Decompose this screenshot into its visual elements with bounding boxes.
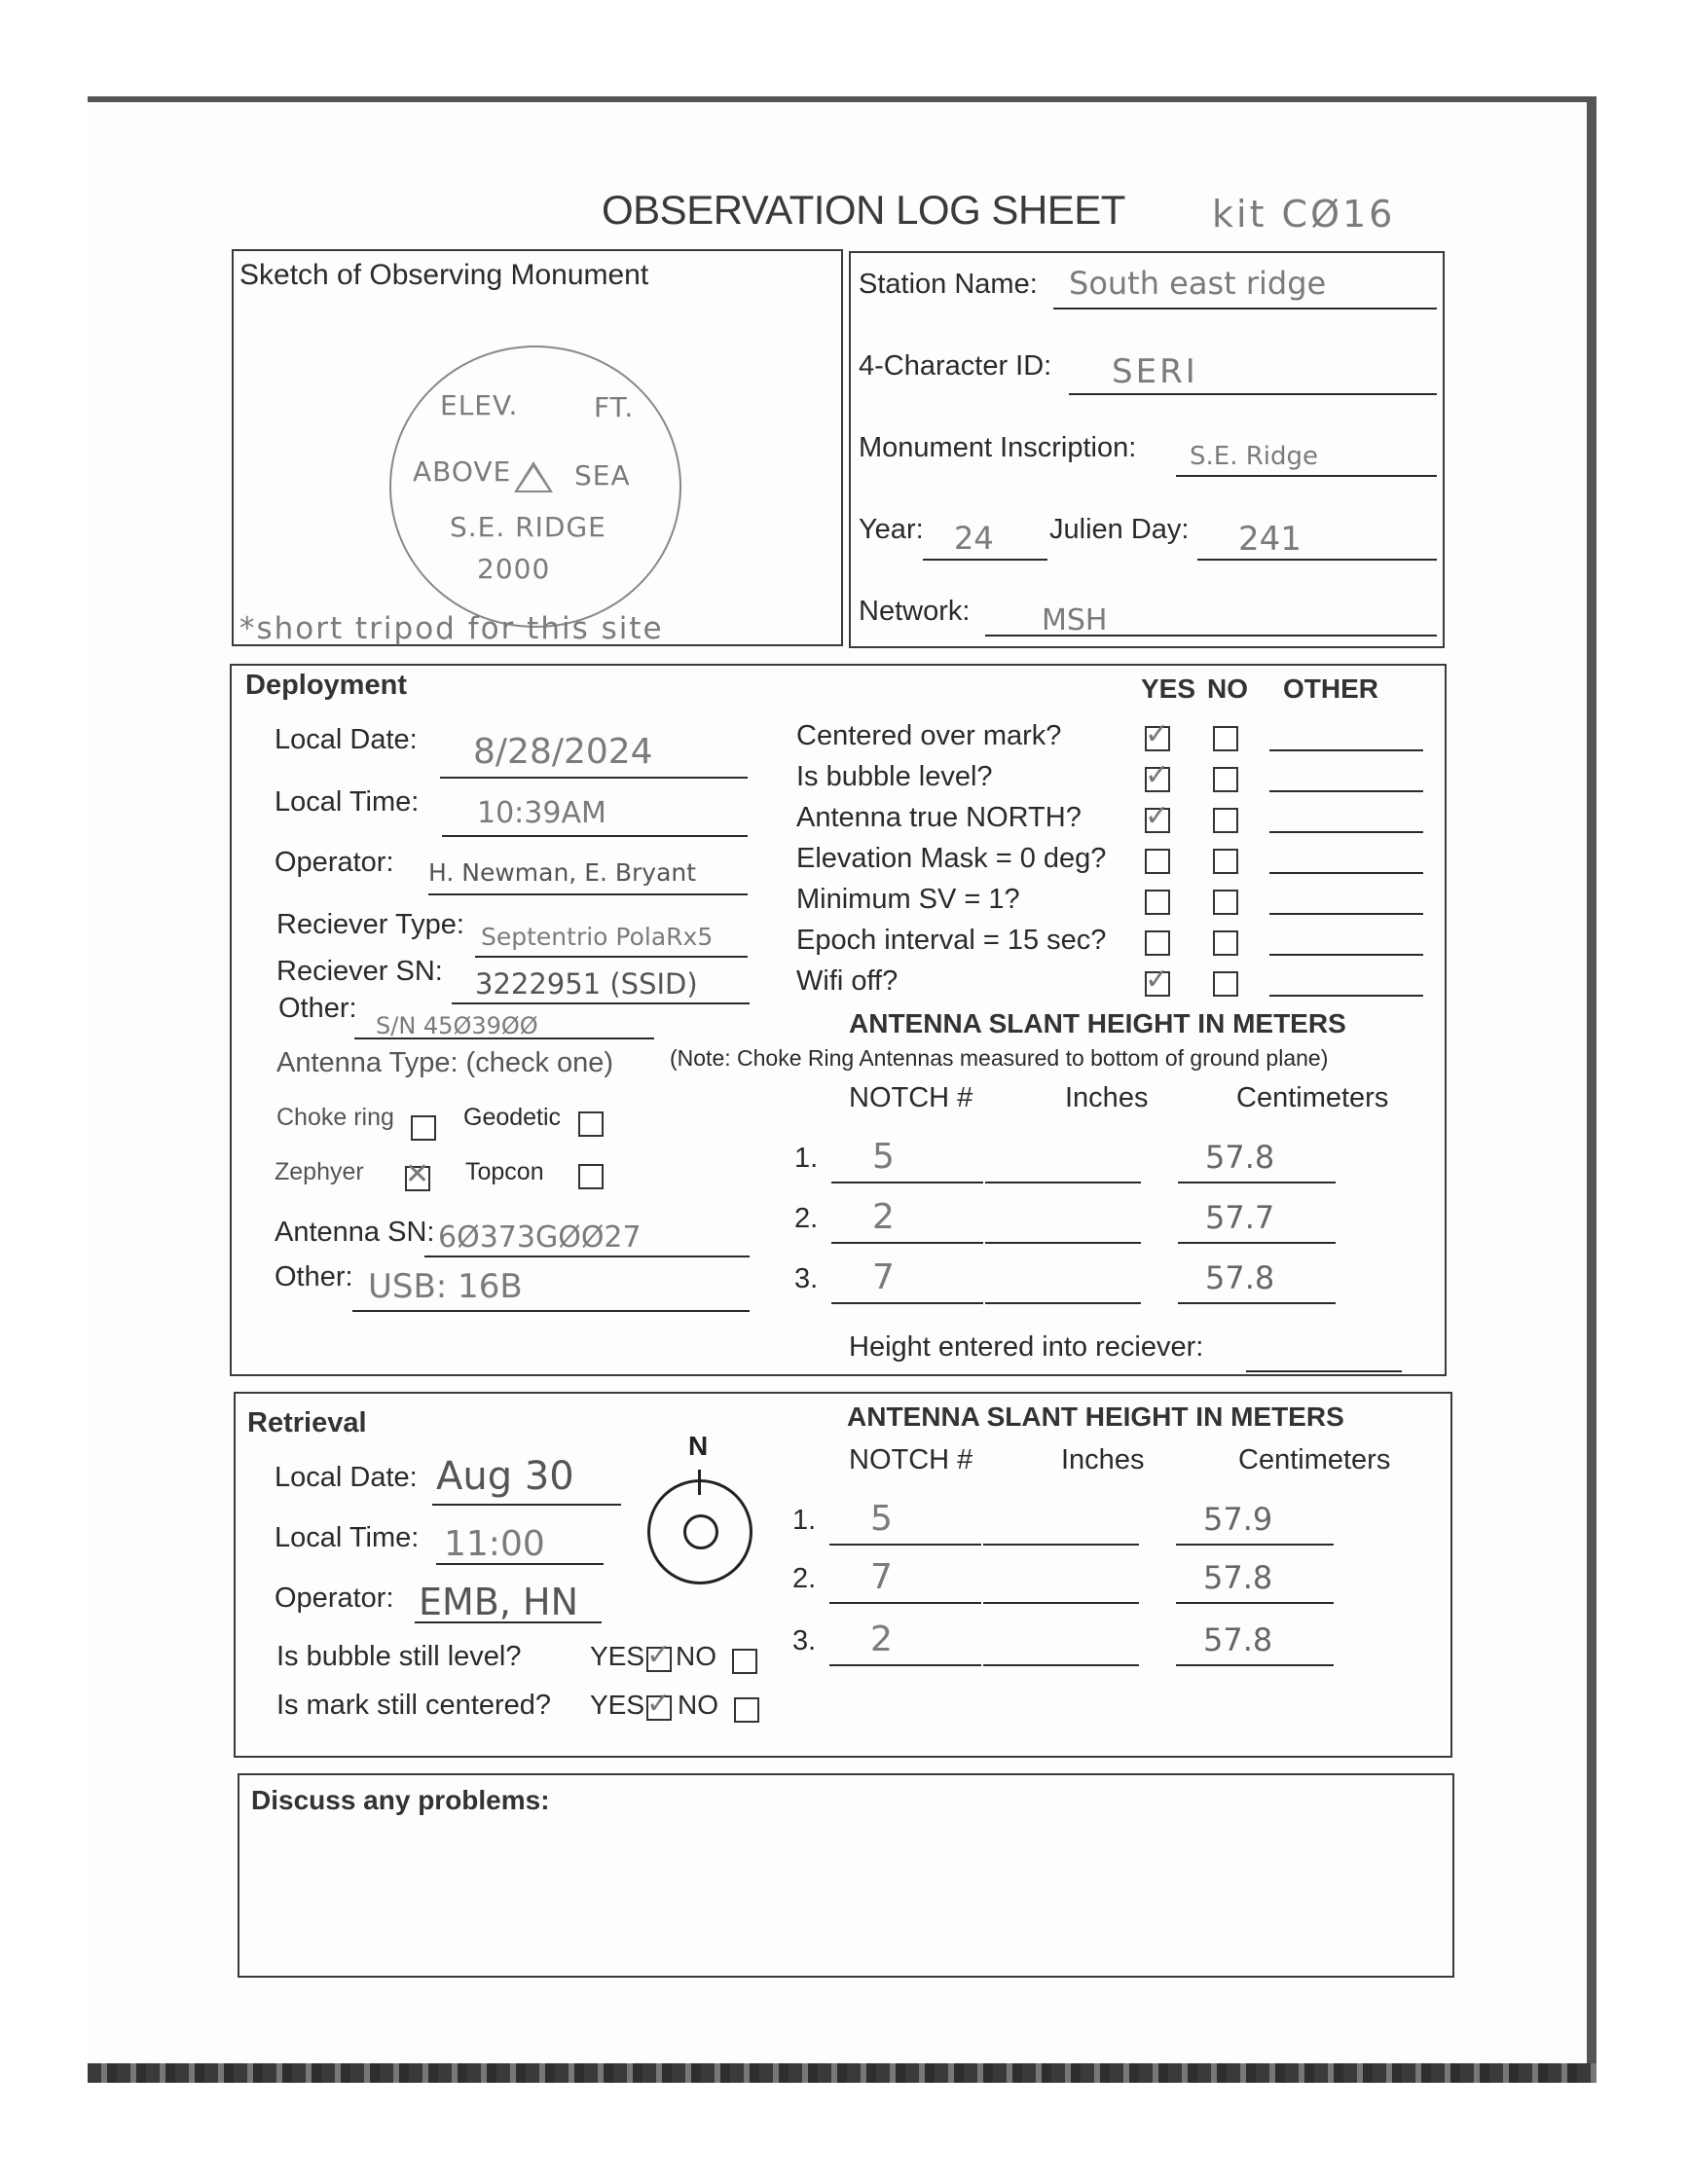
julian-day-label: Julien Day: [1049, 514, 1190, 545]
checkbox-mark: ✓ [646, 1639, 672, 1671]
notch-value[interactable]: 2 [872, 1197, 895, 1237]
checklist-yes-checkbox[interactable] [1145, 930, 1170, 956]
year-value: 24 [954, 520, 994, 557]
notch-line [831, 1302, 983, 1304]
sketch-note: *short tripod for this site [239, 611, 664, 646]
slant-row-number: 3. [792, 1625, 817, 1656]
inscription-line [1176, 475, 1437, 477]
retr-local-time-value: 11:00 [444, 1524, 545, 1564]
disk-text-ft: FT. [594, 391, 635, 423]
deploy-slant-note: (Note: Choke Ring Antennas measured to bottom of ground plane) [670, 1045, 1329, 1071]
mark-still-centered-question: Is mark still centered? [276, 1690, 552, 1721]
retrieval-heading: Retrieval [247, 1407, 367, 1438]
inscription-value: S.E. Ridge [1190, 442, 1319, 471]
antenna-sn-value: 6Ø373GØØ27 [438, 1220, 642, 1255]
cm-line [1178, 1182, 1336, 1183]
inches-line [985, 1302, 1141, 1304]
char-id-label: 4-Character ID: [859, 350, 1052, 382]
disk-text-above: ABOVE [413, 455, 512, 488]
inches-line [983, 1544, 1139, 1546]
problems-text[interactable] [251, 1830, 1419, 1956]
cm-value[interactable]: 57.8 [1205, 1139, 1275, 1176]
deploy-other2-label: Other: [275, 1261, 353, 1292]
checklist-yes-checkbox[interactable] [1145, 759, 1170, 792]
antenna-type-topcon-label: Topcon [465, 1158, 544, 1185]
checkbox-mark: ✓ [1145, 759, 1170, 791]
checklist-no-checkbox[interactable] [1213, 808, 1238, 833]
notch-value[interactable]: 2 [870, 1620, 893, 1659]
checkbox-mark: ✓ [1145, 964, 1170, 996]
retr-operator-label: Operator: [275, 1583, 394, 1614]
notch-line [829, 1544, 981, 1546]
page-title: OBSERVATION LOG SHEET [602, 187, 1125, 233]
station-name-label: Station Name: [859, 269, 1038, 300]
retr-col-cm: Centimeters [1238, 1444, 1391, 1475]
cm-line [1176, 1664, 1334, 1666]
notch-line [831, 1242, 983, 1244]
kit-note: kit CØ16 [1212, 193, 1396, 236]
checklist-header-other: OTHER [1283, 673, 1378, 704]
retr-operator-value: EMB, HN [419, 1581, 579, 1623]
checklist-question: Elevation Mask = 0 deg? [796, 843, 1107, 874]
deploy-local-date-value: 8/28/2024 [473, 732, 653, 772]
checklist-other-line [1269, 749, 1423, 751]
deploy-col-notch: NOTCH # [849, 1082, 973, 1113]
retr-local-date-value: Aug 30 [436, 1454, 574, 1499]
checklist-question: Is bubble level? [796, 761, 993, 792]
bubble-no-label: NO [676, 1641, 716, 1671]
slant-row-number: 1. [794, 1143, 819, 1174]
deploy-slant-heading: ANTENNA SLANT HEIGHT IN METERS [849, 1008, 1346, 1038]
checkbox-mark: ✓ [1145, 718, 1170, 750]
retr-local-date-label: Local Date: [275, 1462, 418, 1493]
cm-line [1178, 1242, 1336, 1244]
antenna-type-geodetic-label: Geodetic [463, 1104, 562, 1131]
slant-row-number: 3. [794, 1263, 819, 1294]
receiver-type-line [475, 956, 748, 958]
deploy-local-date-line [440, 777, 748, 779]
mark-no-checkbox[interactable] [734, 1697, 759, 1723]
cm-value[interactable]: 57.7 [1205, 1199, 1275, 1236]
antenna-type-zephyer-checkbox[interactable] [405, 1158, 430, 1191]
checklist-no-checkbox[interactable] [1213, 930, 1238, 956]
antenna-type-topcon-checkbox[interactable] [578, 1164, 604, 1189]
checklist-no-checkbox[interactable] [1213, 726, 1238, 751]
cm-value[interactable]: 57.8 [1203, 1559, 1273, 1596]
checklist-question: Centered over mark? [796, 720, 1062, 751]
checkbox-mark: ✓ [646, 1688, 672, 1720]
mark-no-label: NO [678, 1690, 718, 1720]
bubble-still-level-question: Is bubble still level? [276, 1641, 522, 1672]
mark-yes-checkbox[interactable] [646, 1688, 672, 1721]
sketch-heading: Sketch of Observing Monument [239, 259, 649, 291]
checklist-no-checkbox[interactable] [1213, 767, 1238, 792]
checklist-question: Minimum SV = 1? [796, 884, 1020, 915]
problems-heading: Discuss any problems: [251, 1785, 550, 1815]
cm-line [1176, 1602, 1334, 1604]
station-name-value: South east ridge [1069, 265, 1327, 302]
char-id-value: SERI [1112, 352, 1198, 391]
checklist-no-checkbox[interactable] [1213, 971, 1238, 997]
deploy-operator-value: H. Newman, E. Bryant [428, 858, 697, 887]
deploy-local-date-label: Local Date: [275, 724, 418, 755]
char-id-line [1069, 393, 1437, 395]
year-label: Year: [859, 514, 924, 545]
receiver-type-value: Septentrio PolaRx5 [481, 923, 714, 951]
deploy-other-label: Other: [278, 993, 357, 1024]
checkbox-mark: ✓ [1145, 800, 1170, 832]
deploy-other-value: S/N 45Ø39ØØ [376, 1012, 538, 1039]
disk-text-elev: ELEV. [440, 389, 519, 421]
slant-row-number: 2. [792, 1563, 817, 1594]
checklist-other-line [1269, 954, 1423, 956]
checklist-question: Antenna true NORTH? [796, 802, 1082, 833]
station-name-line [1053, 308, 1437, 309]
disk-text-ridge: S.E. RIDGE [450, 511, 606, 543]
checklist-no-checkbox[interactable] [1213, 890, 1238, 915]
checklist-yes-checkbox[interactable] [1145, 800, 1170, 833]
checklist-other-line [1269, 831, 1423, 833]
height-entered-label: Height entered into reciever: [849, 1331, 1204, 1363]
inscription-label: Monument Inscription: [859, 432, 1137, 463]
notch-value[interactable]: 5 [870, 1499, 893, 1539]
disk-text-sea: SEA [574, 459, 631, 491]
deploy-other2-value: USB: 16B [368, 1267, 523, 1306]
checklist-yes-checkbox[interactable] [1145, 849, 1170, 874]
receiver-sn-value: 3222951 (SSID) [475, 967, 698, 1001]
antenna-type-geodetic-checkbox[interactable] [578, 1111, 604, 1137]
cm-value[interactable]: 57.9 [1203, 1501, 1273, 1538]
cm-line [1178, 1302, 1336, 1304]
checklist-question: Epoch interval = 15 sec? [796, 925, 1107, 956]
compass-north-label: N [688, 1431, 709, 1461]
julian-day-line [1197, 559, 1437, 561]
inches-line [983, 1664, 1139, 1666]
deploy-other2-line [352, 1310, 750, 1312]
deploy-operator-label: Operator: [275, 847, 394, 878]
deploy-col-cm: Centimeters [1236, 1082, 1389, 1113]
retr-col-notch: NOTCH # [849, 1444, 973, 1475]
checklist-yes-checkbox[interactable] [1145, 890, 1170, 915]
notch-value[interactable]: 5 [872, 1137, 895, 1177]
retr-col-inches: Inches [1061, 1444, 1145, 1475]
height-entered-line [1246, 1370, 1402, 1372]
bubble-yes-label: YES [590, 1641, 645, 1671]
disk-text-year: 2000 [477, 553, 551, 585]
antenna-type-choke-ring-checkbox[interactable] [411, 1115, 436, 1141]
receiver-sn-label: Reciever SN: [276, 956, 443, 987]
notch-line [829, 1602, 981, 1604]
antenna-type-choke-ring-label: Choke ring [276, 1104, 394, 1131]
deployment-heading: Deployment [245, 670, 407, 701]
antenna-type-label: Antenna Type: (check one) [276, 1047, 614, 1078]
scan-edge-right [1587, 96, 1596, 2082]
retr-local-date-line [432, 1504, 621, 1506]
bubble-no-checkbox[interactable] [732, 1649, 757, 1674]
antenna-sn-line [424, 1256, 750, 1257]
checklist-other-line [1269, 995, 1423, 997]
checklist-question: Wifi off? [796, 965, 899, 997]
year-line [923, 559, 1047, 561]
julian-day-value: 241 [1238, 520, 1302, 559]
scan-edge-bottom [88, 2063, 1596, 2083]
checklist-header-yes: YES [1141, 673, 1196, 704]
bubble-yes-checkbox[interactable] [646, 1639, 672, 1672]
network-value: MSH [1042, 603, 1108, 637]
deploy-col-inches: Inches [1065, 1082, 1149, 1113]
checklist-header-no: NO [1207, 673, 1248, 704]
cm-value[interactable]: 57.8 [1203, 1621, 1273, 1658]
deploy-local-time-value: 10:39AM [477, 796, 606, 830]
checklist-other-line [1269, 913, 1423, 915]
triangle-mark-icon-inner [518, 467, 549, 491]
cm-value[interactable]: 57.8 [1205, 1259, 1275, 1296]
checklist-no-checkbox[interactable] [1213, 849, 1238, 874]
cm-line [1176, 1544, 1334, 1546]
notch-value[interactable]: 7 [872, 1257, 895, 1297]
inches-line [985, 1182, 1141, 1183]
checklist-yes-checkbox[interactable] [1145, 718, 1170, 751]
notch-value[interactable]: 7 [870, 1557, 893, 1597]
inches-line [983, 1602, 1139, 1604]
receiver-sn-line [452, 1002, 750, 1004]
compass-center-icon [683, 1514, 718, 1549]
antenna-type-zephyer-label: Zephyer [275, 1158, 364, 1185]
inches-line [985, 1242, 1141, 1244]
slant-row-number: 1. [792, 1505, 817, 1536]
deploy-operator-line [428, 893, 748, 895]
deploy-local-time-label: Local Time: [275, 786, 420, 818]
retr-local-time-label: Local Time: [275, 1522, 420, 1553]
checklist-other-line [1269, 790, 1423, 792]
deploy-local-time-line [442, 835, 748, 837]
receiver-type-label: Reciever Type: [276, 909, 464, 940]
notch-line [831, 1182, 983, 1183]
checklist-other-line [1269, 872, 1423, 874]
retr-slant-heading: ANTENNA SLANT HEIGHT IN METERS [847, 1401, 1344, 1432]
checklist-yes-checkbox[interactable] [1145, 964, 1170, 997]
network-label: Network: [859, 596, 971, 627]
antenna-sn-label: Antenna SN: [275, 1217, 435, 1248]
notch-line [829, 1664, 981, 1666]
mark-yes-label: YES [590, 1690, 645, 1720]
slant-row-number: 2. [794, 1203, 819, 1234]
checkbox-mark: ✕ [405, 1158, 430, 1190]
